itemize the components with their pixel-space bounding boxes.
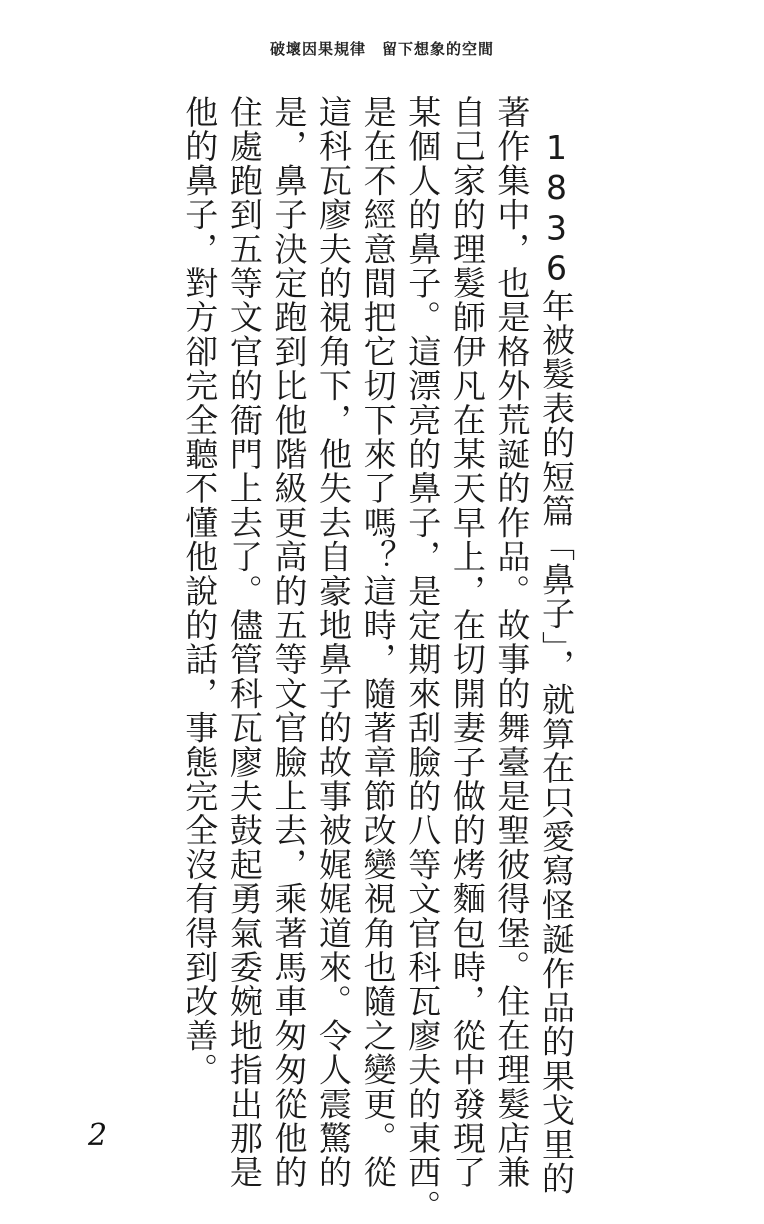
- text-column-8: 住處跑到五等文官的衙門上去了。儘管科瓦廖夫鼓起勇氣委婉地指出那是: [224, 95, 264, 1190]
- text-column-5: 是在不經意間把它切下來了嗎？這時，隨著章節改變視角也隨之變更。從: [358, 95, 398, 1190]
- running-header-title: 破壞因果規律 留下想象的空間: [269, 40, 494, 58]
- text-column-2: 著作集中，也是格外荒誕的作品。故事的舞臺是聖彼得堡。住在理髮店兼: [492, 95, 532, 1190]
- text-column-1: 1836年被髮表的短篇「鼻子」，就算在只愛寫怪誕作品的果戈里的: [537, 128, 576, 1196]
- text-column-3: 自己家的理髮師伊凡在某天早上，在切開妻子做的烤麵包時，從中發現了: [447, 95, 487, 1190]
- text-column-9: 他的鼻子，對方卻完全聽不懂他說的話，事態完全沒有得到改善。: [180, 95, 220, 1087]
- text-column-6: 這科瓦廖夫的視角下，他失去自豪地鼻子的故事被娓娓道來。令人震驚的: [314, 95, 354, 1190]
- text-column-4: 某個人的鼻子。這漂亮的鼻子，是定期來刮臉的八等文官科瓦廖夫的東西。: [403, 95, 443, 1224]
- vertical-body-text: [177, 95, 578, 1224]
- text-column-7: 是，鼻子決定跑到比他階級更高的五等文官臉上去，乘著馬車匆匆從他的: [269, 95, 309, 1190]
- page-number: 2: [88, 1118, 108, 1153]
